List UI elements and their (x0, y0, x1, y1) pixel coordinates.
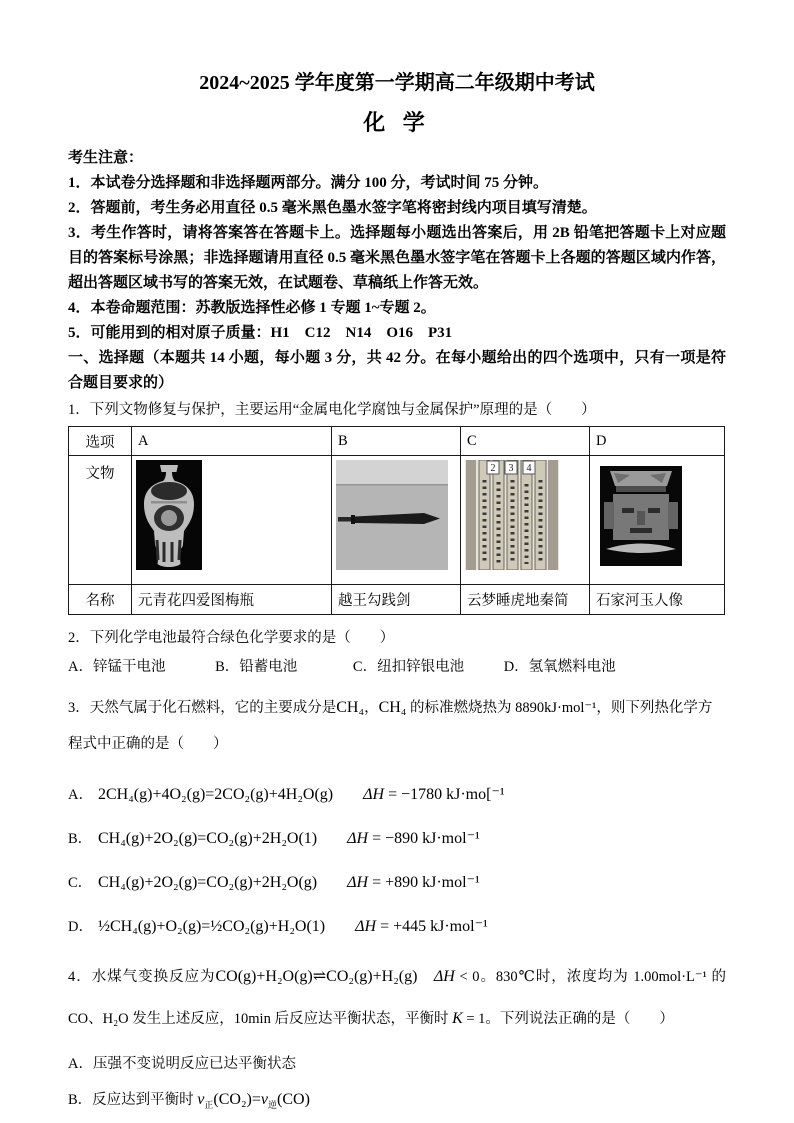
option-letter: C． (68, 875, 93, 891)
q1-table-row2-label: 文物 (69, 456, 132, 585)
artifact-name-d: 石家河玉人像 (590, 585, 725, 615)
q2-option: B．铅蓄电池 (215, 659, 298, 675)
forward-rate-symbol: v (197, 1091, 205, 1108)
q2-stem: 2．下列化学电池最符合绿色化学要求的是（ ） (68, 630, 395, 646)
q2-options (68, 655, 726, 680)
jade-figure-photo (600, 466, 682, 566)
water-gas-shift-equation: CO(g)+H₂O(g)⇌CO₂(g)+H₂(g) (215, 968, 418, 985)
q2-option: A．锌锰干电池 (68, 659, 166, 675)
q3-stem: 3．天然气属于化石燃料，它的主要成分是CH₄，CH₄ 的标准燃烧热为 8890kJ·mol⁻¹，则下列热化学方程式中正确的是（ ） (68, 699, 713, 752)
option-letter: D． (68, 919, 93, 935)
exam-subject: 化 学 (363, 110, 431, 135)
sword-photo (336, 460, 448, 570)
option-letter: A． (68, 787, 93, 803)
q3-equation-d: D． ½CH₄(g)+O₂(g)=½CO₂(g)+H₂O(1) ΔH = +445 kJ·mol⁻¹ (68, 916, 726, 938)
equilibrium-constant: K (452, 1010, 463, 1027)
thermochemical-equation: 2CH₄(g)+4O₂(g)=2CO₂(g)+4H₂O(g) (98, 786, 334, 803)
q1-table-row3-label: 名称 (69, 585, 132, 615)
artifact-cell-c (461, 456, 590, 585)
methane-formula: CH₄ (336, 699, 365, 716)
q1-option-label-d: D (590, 427, 725, 456)
notice-item: 4．本卷命题范围：苏教版选择性必修 1 专题 1~专题 2。 (68, 300, 436, 316)
delta-h: ΔH (363, 786, 385, 803)
q3-equation-b: B． CH₄(g)+2O₂(g)=CO₂(g)+2H₂O(1) ΔH = −890 kJ·mol⁻¹ (68, 828, 726, 850)
q1-option-label-a: A (132, 427, 332, 456)
notice-heading: 考生注意： (68, 150, 144, 166)
notice-item: 3．考生作答时，请将答案答在答题卡上。选择题每小题选出答案后，用 2B 铅笔把答题卡上对应题目的答案标号涂黑；非选择题请用直径 0.5 毫米黑色墨水签字笔在答题卡上各题的答题区域内作答，超出答题区域书写的答案无效，在试题卷、草稿纸上作答无效。 (68, 225, 726, 291)
artifact-name-b: 越王勾践剑 (332, 585, 461, 615)
vase-photo (136, 460, 202, 570)
delta-h: ΔH (433, 968, 455, 985)
q4-option-b: B．反应达到平衡时 $v_正(CO_2)=v_逆(CO)$ (68, 1091, 310, 1110)
delta-h: ΔH (347, 830, 369, 847)
artifact-cell-a (132, 456, 332, 585)
slip-number-tag: 2 (490, 463, 496, 474)
notice-block (68, 146, 726, 396)
section-1-heading: 一、选择题（本题共 14 小题，每小题 3 分，共 42 分。在每小题给出的四个选项中，只有一项是符合题目要求的） (68, 350, 726, 391)
artifact-name-a: 元青花四爱图梅瓶 (132, 585, 332, 615)
q2-option: C．纽扣锌银电池 (352, 659, 465, 675)
bamboo-slips-photo (465, 460, 559, 570)
notice-item: 2．答题前，考生务必用直径 0.5 毫米黑色墨水签字笔将密封线内项目填写清楚。 (68, 200, 597, 216)
artifact-name-c: 云梦睡虎地秦简 (461, 585, 590, 615)
reverse-rate-symbol: v (260, 1091, 269, 1108)
q1-table (68, 426, 725, 615)
artifact-cell-b (332, 456, 461, 585)
q1-option-label-b: B (332, 427, 461, 456)
notice-item: 1．本试卷分选择题和非选择题两部分。满分 100 分，考试时间 75 分钟。 (68, 175, 549, 191)
delta-h: ΔH (355, 918, 377, 935)
delta-h: ΔH (347, 874, 369, 891)
q4-option-a: A．压强不变说明反应已达平衡状态 (68, 1056, 296, 1072)
slip-number-tag: 3 (508, 463, 514, 474)
thermochemical-equation: CH₄(g)+2O₂(g)=CO₂(g)+2H₂O(g) (98, 874, 318, 891)
methane-formula: CH₄ (378, 699, 407, 716)
q1-table-name-row (69, 585, 725, 615)
thermochemical-equation: CH₄(g)+2O₂(g)=CO₂(g)+2H₂O(1) (98, 830, 318, 847)
slip-number-tag: 4 (526, 463, 532, 474)
q3-equation-a: A． 2CH₄(g)+4O₂(g)=2CO₂(g)+4H₂O(g) ΔH = −1780 kJ·mo[⁻¹ (68, 784, 726, 806)
option-letter: B． (68, 831, 93, 847)
artifact-cell-d (590, 456, 725, 585)
q1-table-artifact-row (69, 456, 725, 585)
q1-table-corner-label: 选项 (69, 427, 132, 456)
q1-table-header-row (69, 427, 725, 456)
q1-option-label-c: C (461, 427, 590, 456)
q4-stem: 4．水煤气变换反应为CO(g)+H₂O(g)⇌CO₂(g)+H₂(g) ΔH < 0。830℃时，浓度均为 1.00mol·L⁻¹ 的 CO、H₂O 发生上述反应，10min 后反应达平衡状态，平衡时 K = 1。下列说法正确的是（ ） (68, 968, 726, 1027)
q3-equation-c: C． CH₄(g)+2O₂(g)=CO₂(g)+2H₂O(g) ΔH = +890 kJ·mol⁻¹ (68, 872, 726, 894)
thermochemical-equation: ½CH₄(g)+O₂(g)=½CO₂(g)+H₂O(1) (98, 918, 326, 935)
notice-item: 5．可能用到的相对原子质量：H1 C12 N14 O16 P31 (68, 325, 453, 341)
q2-option: D．氢氧燃料电池 (503, 659, 616, 675)
exam-title: 2024~2025 学年度第一学期高二年级期中考试 (199, 72, 595, 94)
q1-stem: 1．下列文物修复与保护，主要运用“金属电化学腐蚀与金属保护”原理的是（ ） (68, 402, 596, 418)
